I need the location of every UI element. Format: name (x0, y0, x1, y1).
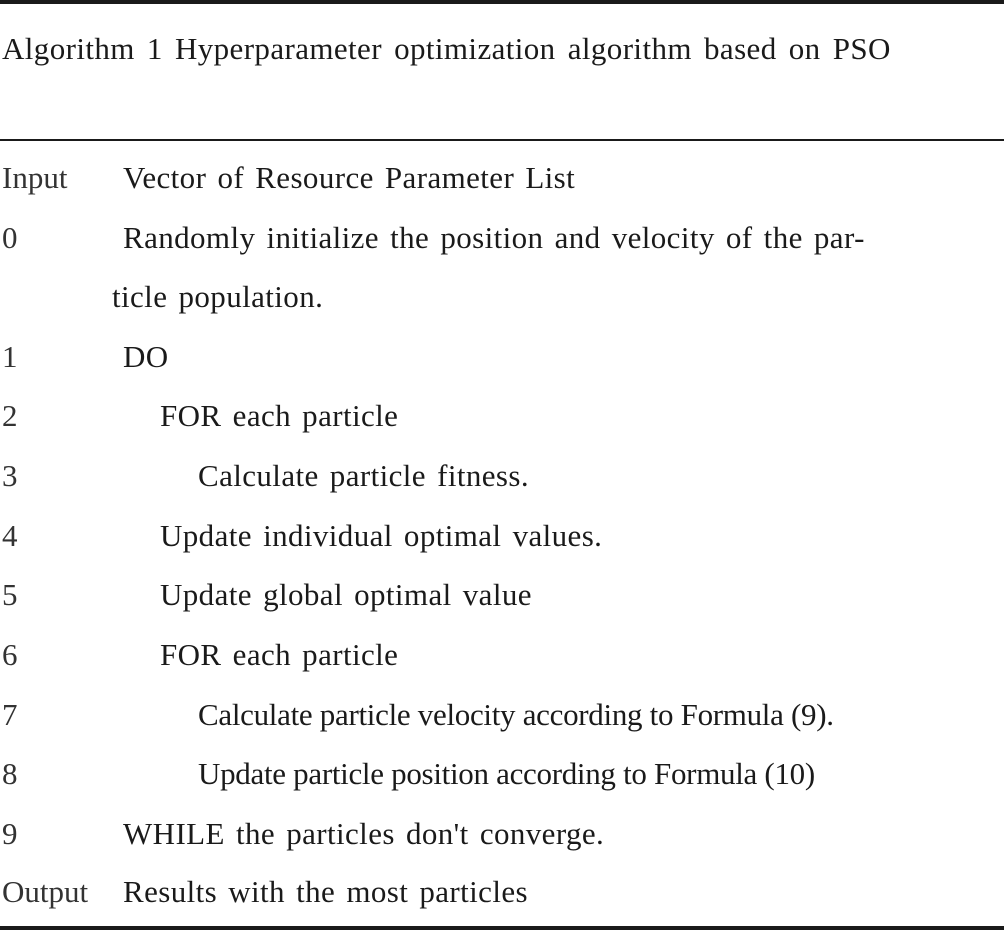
output-text: Results with the most particles (123, 874, 528, 909)
step-number: 4 (2, 518, 18, 553)
input-text: Vector of Resource Parameter List (123, 160, 576, 195)
output-label: Output (2, 874, 89, 909)
step-number: 6 (2, 637, 18, 672)
step-number: 9 (2, 816, 18, 851)
step-number: 1 (2, 339, 18, 374)
table-bottom-rule (0, 926, 1004, 930)
step-number: 7 (2, 697, 18, 732)
input-label: Input (2, 160, 68, 195)
step-text: Update particle position according to Formula (10) (198, 756, 815, 791)
step-text: FOR each particle (160, 398, 399, 433)
step-number: 3 (2, 458, 18, 493)
step-text: DO (123, 339, 169, 374)
step-text: Update global optimal value (160, 577, 532, 612)
algorithm-title: Algorithm 1 Hyperparameter optimization algorithm based on PSO (2, 31, 891, 66)
step-text: Calculate particle velocity according to Formula (9). (198, 697, 834, 732)
header-separator-rule (0, 139, 1004, 141)
step-number: 0 (2, 220, 18, 255)
step-text: FOR each particle (160, 637, 399, 672)
step-number: 5 (2, 577, 18, 612)
table-top-rule (0, 0, 1004, 4)
step-text-continuation: ticle population. (112, 279, 324, 314)
step-number: 8 (2, 756, 18, 791)
step-text: Calculate particle fitness. (198, 458, 529, 493)
step-number: 2 (2, 398, 18, 433)
step-text: Update individual optimal values. (160, 518, 603, 553)
step-text: WHILE the particles don't converge. (123, 816, 605, 851)
step-text: Randomly initialize the position and velocity of the par- (123, 220, 865, 255)
